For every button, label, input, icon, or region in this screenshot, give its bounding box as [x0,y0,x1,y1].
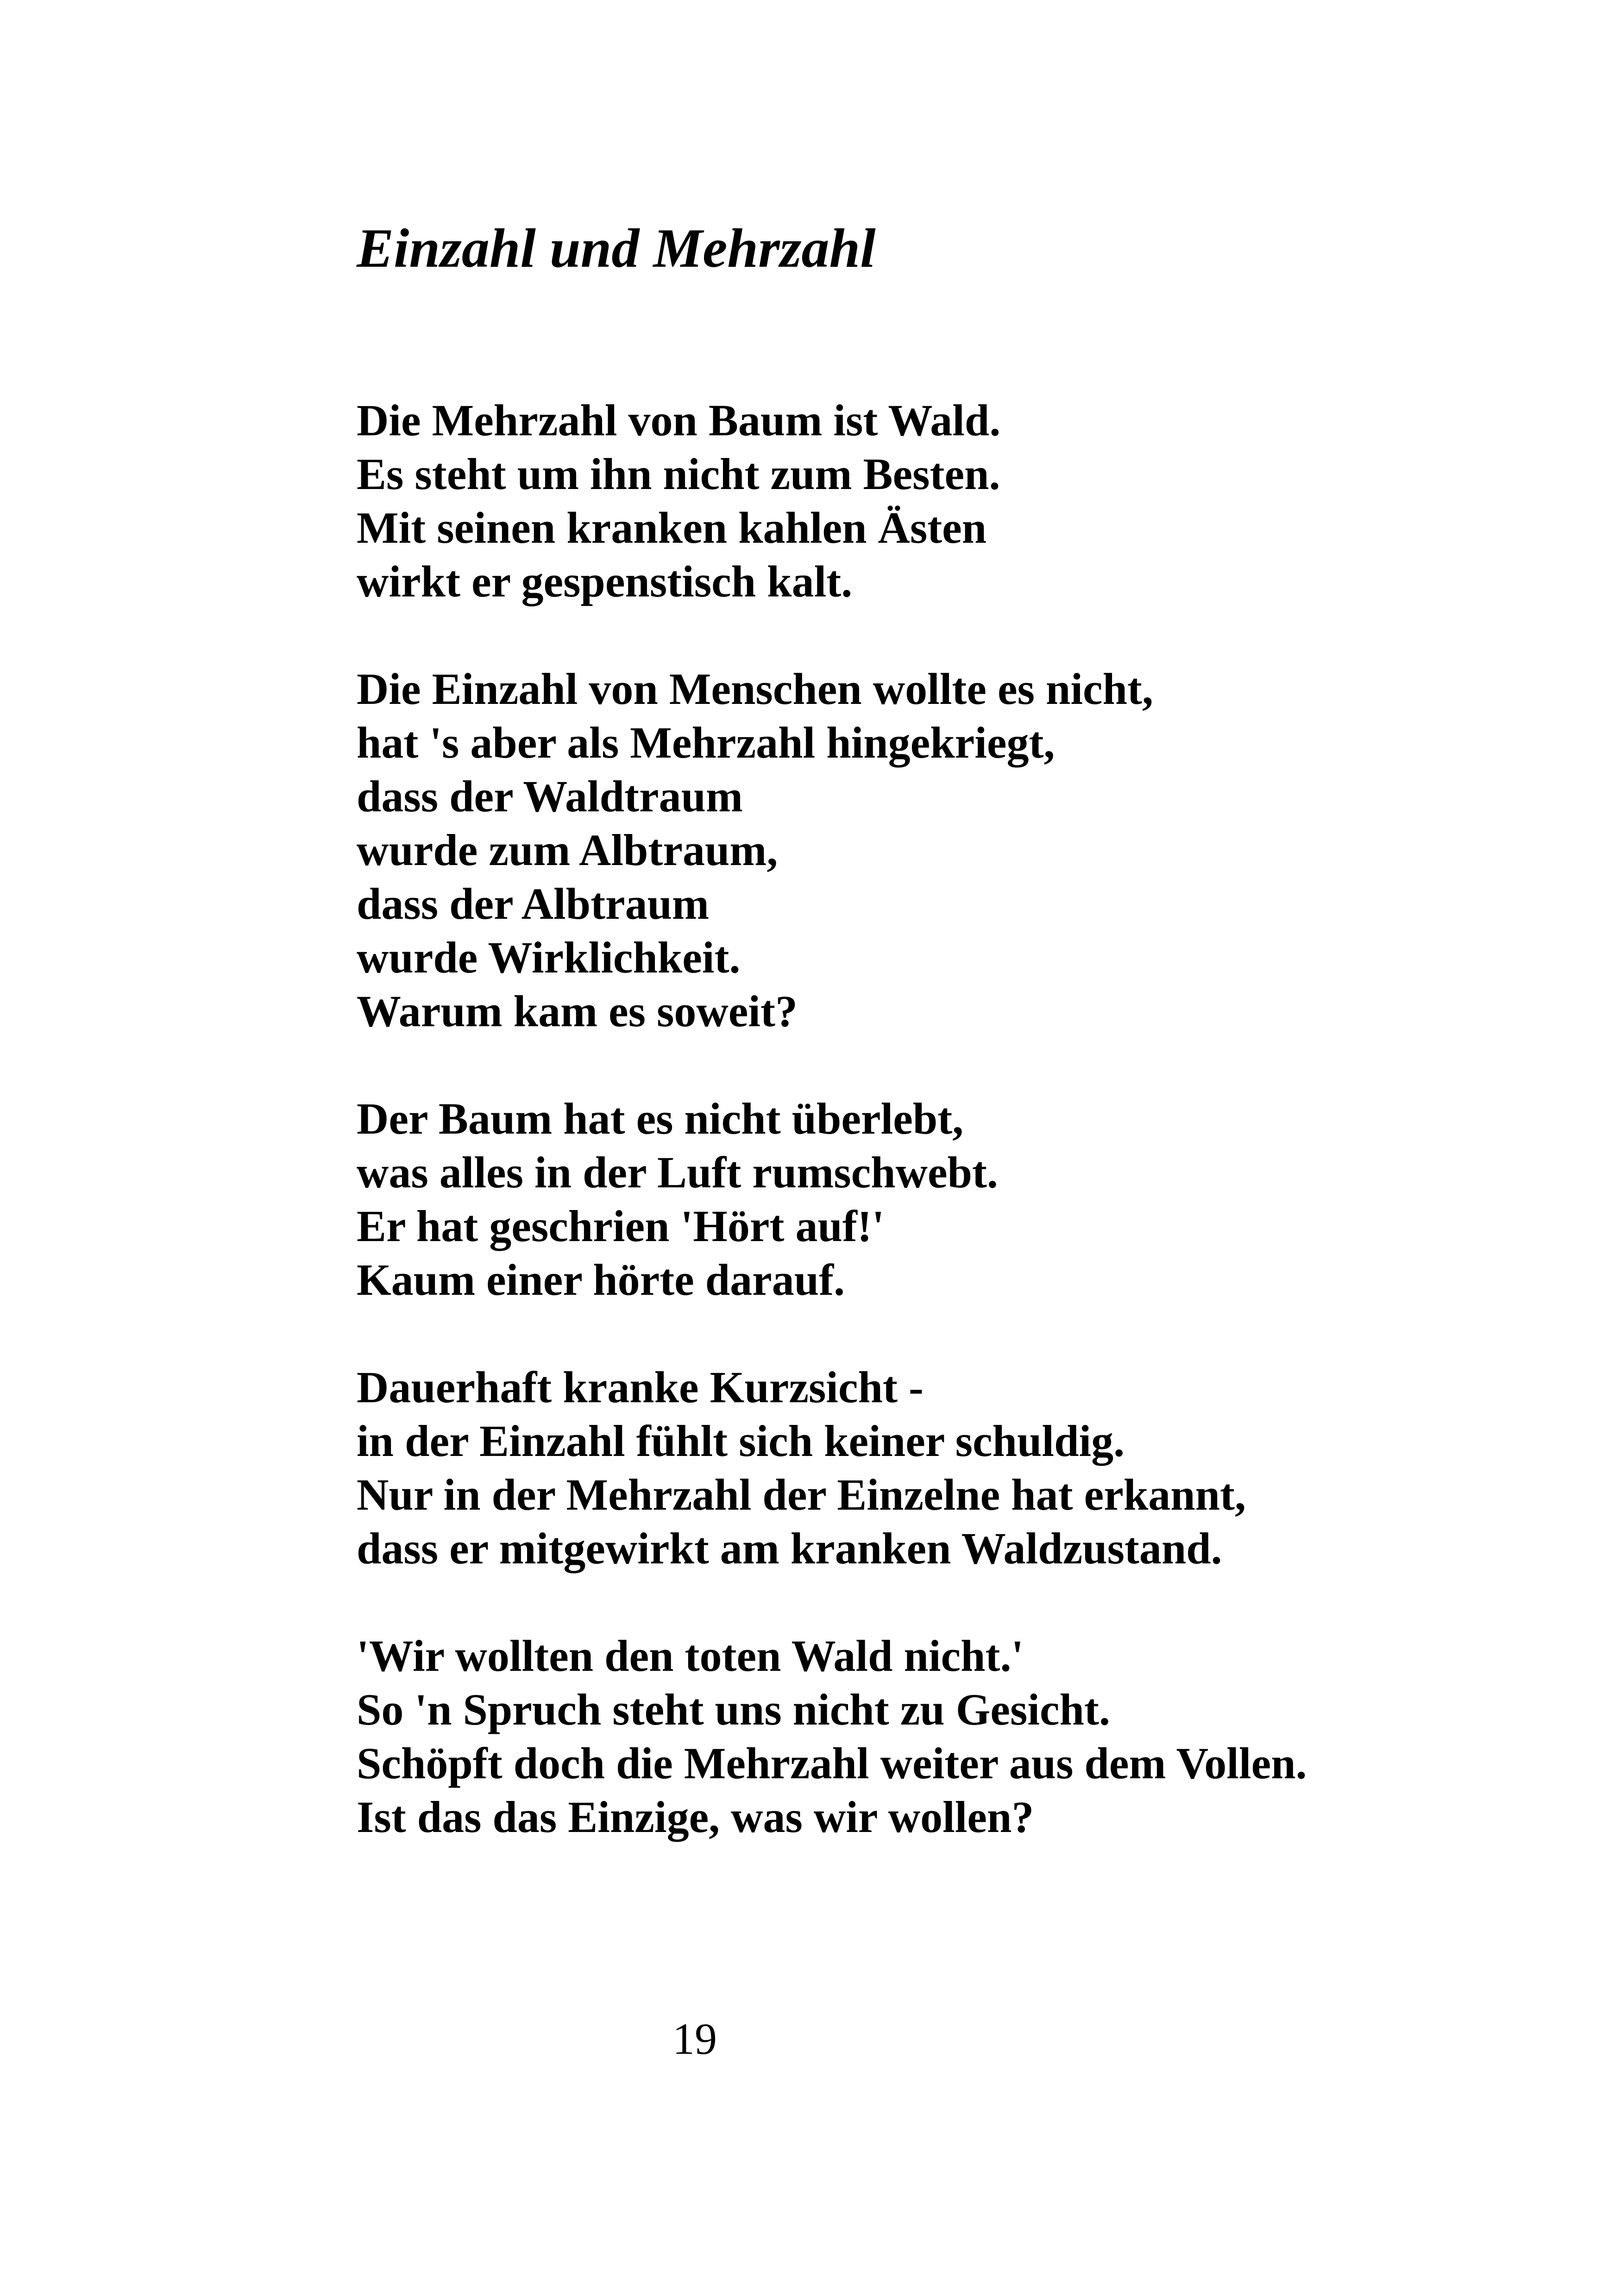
poem-title: Einzahl und Mehrzahl [357,217,876,279]
poem-line: Nur in der Mehrzahl der Einzelne hat erkannt, [357,1470,1246,1519]
stanza-4 [357,1361,1584,1575]
stanza-3 [357,1092,1584,1307]
poem-line: So 'n Spruch steht uns nicht zu Gesicht. [357,1685,1110,1734]
stanza-5 [357,1629,1584,1844]
poem-line: dass der Waldtraum [357,772,743,821]
poem-line: wirkt er gespenstisch kalt. [357,557,853,606]
poem-line: Die Mehrzahl von Baum ist Wald. [357,395,1001,445]
poem-line: dass er mitgewirkt am kranken Waldzustand. [357,1524,1222,1573]
page-number: 19 [672,2014,717,2064]
stanza-2 [357,662,1584,1038]
poem-line: wurde Wirklichkeit. [357,933,741,982]
poem-line: wurde zum Albtraum, [357,825,778,875]
poem-line: Der Baum hat es nicht überlebt, [357,1094,964,1143]
poem-line: Mit seinen kranken kahlen Ästen [357,503,987,552]
poem-line: hat 's aber als Mehrzahl hingekriegt, [357,718,1055,767]
poem-body [357,394,1584,1898]
poem-line: Ist das das Einzige, was wir wollen? [357,1792,1034,1842]
poem-line: Er hat geschrien 'Hört auf!' [357,1201,885,1251]
poem-line: Kaum einer hörte darauf. [357,1255,845,1305]
poem-line: in der Einzahl fühlt sich keiner schuldig. [357,1416,1125,1466]
poem-line: Dauerhaft kranke Kurzsicht - [357,1362,924,1412]
poem-line: Die Einzahl von Menschen wollte es nicht, [357,664,1153,714]
poem-line: Warum kam es soweit? [357,986,798,1036]
poem-line: Schöpft doch die Mehrzahl weiter aus dem Vollen. [357,1738,1307,1788]
poem-line: 'Wir wollten den toten Wald nicht.' [357,1631,1024,1681]
poem-line: Es steht um ihn nicht zum Besten. [357,449,1000,499]
stanza-1 [357,394,1584,609]
poem-line: was alles in der Luft rumschwebt. [357,1148,998,1197]
poem-line: dass der Albtraum [357,879,710,928]
